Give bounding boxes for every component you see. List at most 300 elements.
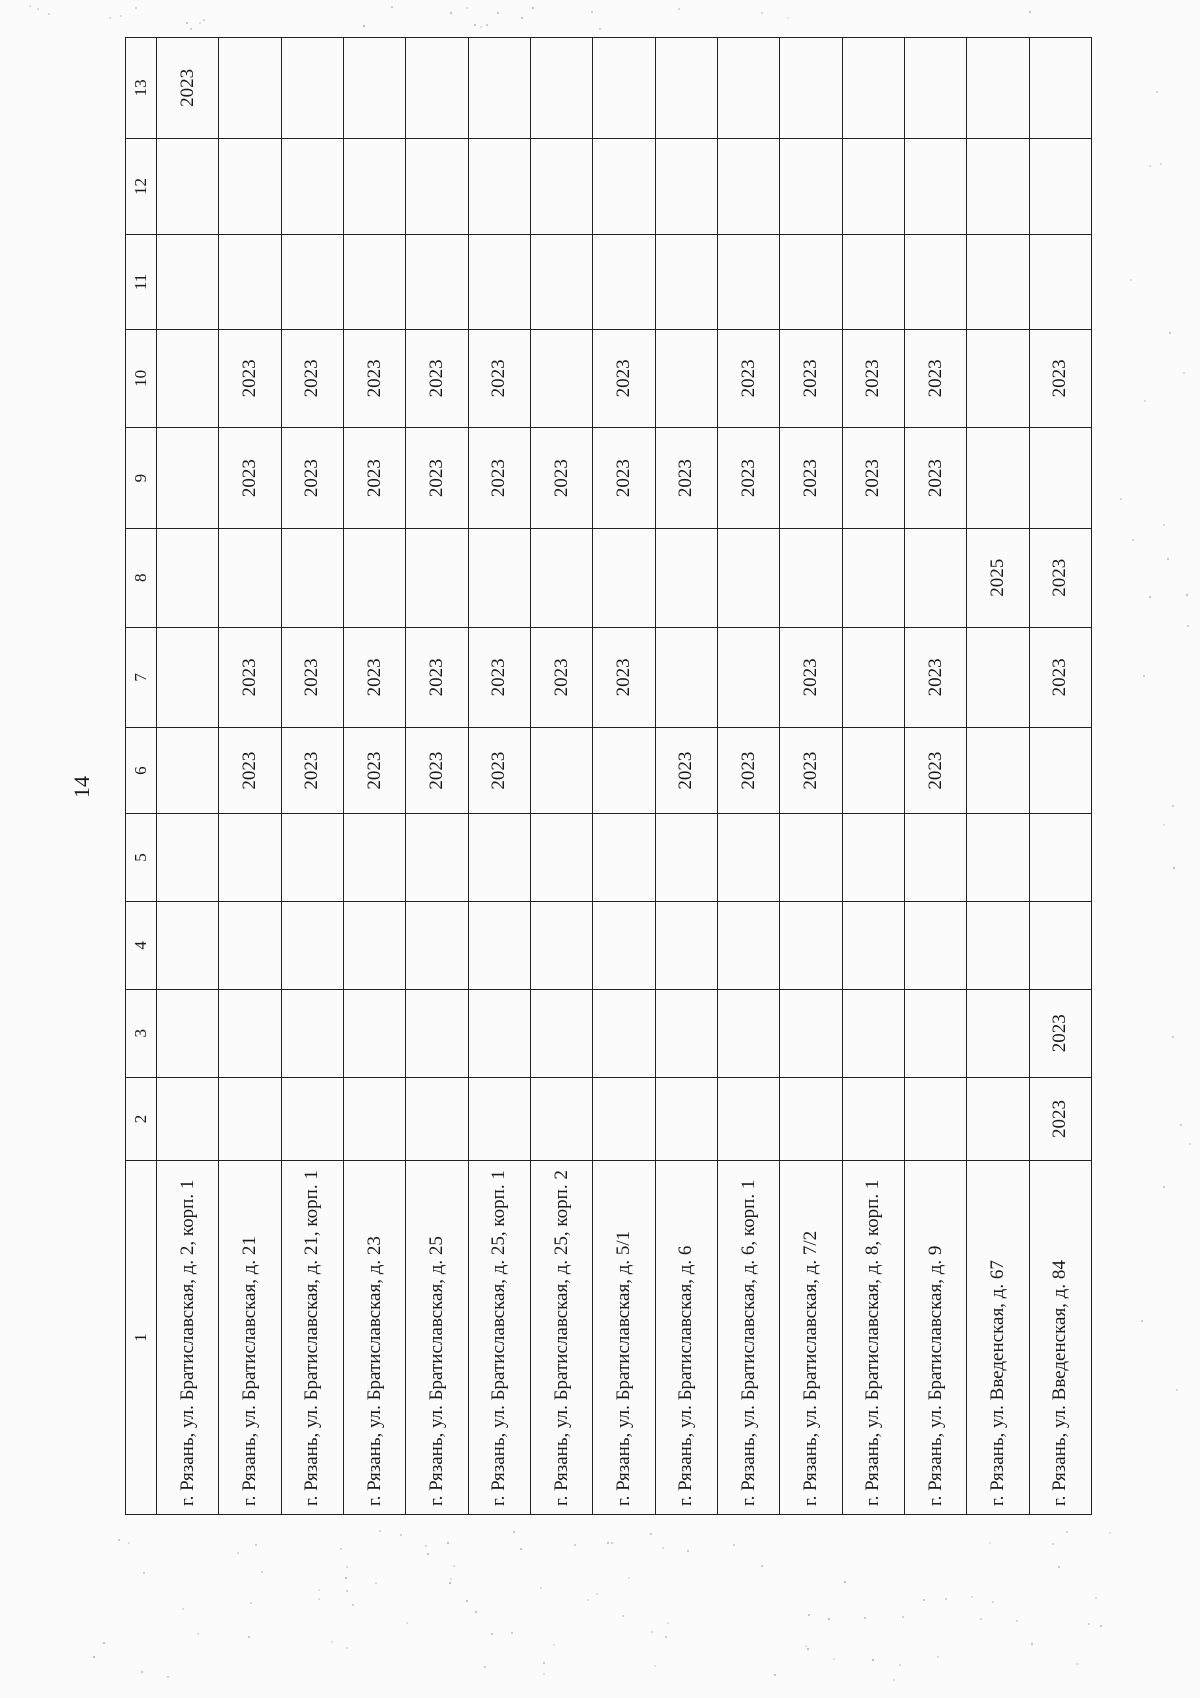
year-cell: [967, 329, 1029, 428]
year-cell: [717, 138, 779, 234]
address-cell: г. Рязань, ул. Братиславская, д. 21: [219, 1161, 281, 1515]
year-cell: [967, 728, 1029, 814]
address-cell: г. Рязань, ул. Введенская, д. 67: [967, 1161, 1029, 1515]
table-row: [842, 38, 904, 1515]
speck: [346, 1590, 348, 1592]
speck: [1189, 1143, 1191, 1145]
year-cell: [655, 989, 717, 1077]
year-cell: [780, 528, 842, 627]
speck: [1031, 1643, 1033, 1645]
speck: [587, 1599, 589, 1601]
speck: [1149, 165, 1151, 167]
year-cell: 2023: [219, 728, 281, 814]
year-cell: [1029, 38, 1091, 139]
address-cell: г. Рязань, ул. Братиславская, д. 21, корп. 1: [281, 1161, 343, 1515]
year-cell: [281, 528, 343, 627]
year-cell: [406, 38, 468, 139]
speck: [808, 1614, 810, 1616]
column-header: 1: [126, 1161, 157, 1515]
year-cell: [219, 989, 281, 1077]
year-cell: [904, 901, 966, 989]
table-row: [780, 38, 842, 1515]
year-cell: [842, 528, 904, 627]
year-cell: [406, 138, 468, 234]
year-cell: [530, 728, 592, 814]
speck: [1163, 1186, 1165, 1188]
year-cell: [281, 38, 343, 139]
speck: [828, 1618, 830, 1620]
address-cell: г. Рязань, ул. Братиславская, д. 23: [343, 1161, 405, 1515]
address-cell: г. Рязань, ул. Братиславская, д. 8, корп. 1: [842, 1161, 904, 1515]
year-cell: 2023: [157, 38, 219, 139]
speck: [945, 1598, 947, 1600]
year-cell: [219, 1077, 281, 1161]
year-cell: [157, 235, 219, 329]
speck: [400, 1534, 402, 1536]
speck: [1066, 1531, 1068, 1533]
speck: [1156, 91, 1158, 93]
year-cell: [1029, 901, 1091, 989]
speck: [120, 15, 122, 17]
year-cell: [219, 138, 281, 234]
speck: [475, 1611, 477, 1613]
year-cell: [1029, 728, 1091, 814]
table-row: [157, 38, 219, 1515]
speck: [532, 7, 534, 9]
table-row: [219, 38, 281, 1515]
year-cell: [655, 235, 717, 329]
speck: [331, 1641, 333, 1643]
page-number: 14: [69, 776, 94, 798]
year-cell: [780, 901, 842, 989]
year-cell: 2023: [1029, 627, 1091, 728]
speck: [346, 1566, 348, 1568]
speck: [1016, 1620, 1018, 1622]
speck: [1100, 1625, 1102, 1627]
speck: [450, 12, 452, 14]
year-cell: [593, 235, 655, 329]
year-cell: [780, 989, 842, 1077]
speck: [607, 1542, 609, 1544]
year-cell: [1029, 235, 1091, 329]
address-cell: г. Рязань, ул. Братиславская, д. 6: [655, 1161, 717, 1515]
year-cell: [967, 138, 1029, 234]
year-cell: [1029, 814, 1091, 902]
speck: [1095, 1597, 1097, 1599]
year-cell: [780, 235, 842, 329]
speck: [543, 1662, 545, 1664]
year-cell: [967, 627, 1029, 728]
speck: [1029, 11, 1031, 13]
speck: [733, 1544, 735, 1546]
speck: [667, 1622, 669, 1624]
table-row: [406, 38, 468, 1515]
year-cell: 2023: [780, 428, 842, 529]
speck: [1130, 279, 1132, 281]
year-cell: [157, 814, 219, 902]
speck: [1149, 596, 1151, 598]
column-header: 8: [126, 528, 157, 627]
speck: [650, 1533, 652, 1535]
year-cell: 2023: [468, 428, 530, 529]
year-cell: [593, 814, 655, 902]
year-cell: [530, 989, 592, 1077]
year-cell: [717, 627, 779, 728]
speck: [318, 1598, 320, 1600]
speck: [491, 1633, 493, 1635]
speck: [980, 1618, 982, 1620]
year-cell: [655, 901, 717, 989]
year-cell: [406, 901, 468, 989]
speck: [902, 1616, 904, 1618]
year-cell: [904, 528, 966, 627]
speck: [352, 1604, 354, 1606]
year-cell: [219, 901, 281, 989]
year-cell: [530, 1077, 592, 1161]
speck: [971, 1596, 973, 1598]
year-cell: [343, 138, 405, 234]
year-cell: 2023: [780, 728, 842, 814]
year-cell: [842, 627, 904, 728]
column-header: 2: [126, 1077, 157, 1161]
year-cell: [593, 38, 655, 139]
year-cell: [530, 235, 592, 329]
year-cell: [904, 814, 966, 902]
speck: [511, 1632, 513, 1634]
speck: [363, 25, 365, 27]
year-cell: [842, 1077, 904, 1161]
speck: [48, 13, 50, 15]
year-cell: [157, 428, 219, 529]
year-cell: [967, 1077, 1029, 1161]
year-cell: 2023: [281, 329, 343, 428]
year-cell: [842, 728, 904, 814]
speck: [1163, 524, 1165, 526]
year-cell: 2023: [530, 627, 592, 728]
year-cell: [967, 235, 1029, 329]
speck: [591, 11, 593, 13]
speck: [93, 1656, 95, 1658]
year-cell: [842, 235, 904, 329]
year-cell: [530, 528, 592, 627]
speck: [29, 5, 31, 7]
year-cell: [842, 814, 904, 902]
speck: [346, 1647, 348, 1649]
speck: [237, 1552, 239, 1554]
year-cell: [717, 1077, 779, 1161]
year-cell: [281, 1077, 343, 1161]
year-cell: 2023: [281, 428, 343, 529]
table-row: [593, 38, 655, 1515]
address-cell: г. Рязань, ул. Введенская, д. 84: [1029, 1161, 1091, 1515]
speck: [553, 1644, 555, 1646]
year-cell: 2023: [219, 428, 281, 529]
speck: [1120, 498, 1122, 500]
year-cell: [406, 1077, 468, 1161]
table-body: [126, 38, 1092, 1515]
year-cell: 2023: [1029, 329, 1091, 428]
speck: [1076, 1663, 1078, 1665]
year-cell: [904, 989, 966, 1077]
year-cell: [468, 814, 530, 902]
table-row: [1029, 38, 1091, 1515]
year-cell: [468, 528, 530, 627]
year-cell: 2025: [967, 528, 1029, 627]
data-table: [125, 37, 1092, 1515]
address-cell: г. Рязань, ул. Братиславская, д. 25, корп. 1: [468, 1161, 530, 1515]
year-cell: [780, 1077, 842, 1161]
year-cell: 2023: [593, 329, 655, 428]
speck: [135, 7, 137, 9]
year-cell: [343, 235, 405, 329]
year-cell: 2023: [343, 329, 405, 428]
speck: [687, 1550, 689, 1552]
speck: [1176, 1389, 1178, 1391]
year-cell: 2023: [406, 728, 468, 814]
year-cell: [281, 814, 343, 902]
speck: [833, 1658, 835, 1660]
speck: [520, 1548, 522, 1550]
year-cell: 2023: [904, 728, 966, 814]
year-cell: [904, 38, 966, 139]
speck: [992, 1601, 994, 1603]
table-row: [343, 38, 405, 1515]
speck: [406, 1622, 408, 1624]
year-cell: [157, 728, 219, 814]
speck: [1052, 1543, 1054, 1545]
year-cell: [406, 235, 468, 329]
year-cell: [343, 38, 405, 139]
column-header: 7: [126, 627, 157, 728]
speck: [427, 1553, 429, 1555]
year-cell: [655, 329, 717, 428]
year-cell: [157, 329, 219, 428]
speck: [543, 1673, 545, 1675]
speck: [497, 12, 499, 14]
speck: [1173, 867, 1175, 869]
speck: [1187, 625, 1189, 627]
year-cell: [842, 138, 904, 234]
year-cell: [967, 901, 1029, 989]
speck: [1058, 1566, 1060, 1568]
year-cell: [780, 138, 842, 234]
speck: [109, 17, 111, 19]
speck: [261, 1571, 263, 1573]
speck: [761, 12, 763, 14]
speck: [1141, 1320, 1143, 1322]
year-cell: 2023: [1029, 1077, 1091, 1161]
year-cell: [530, 901, 592, 989]
year-cell: 2023: [343, 627, 405, 728]
speck: [599, 28, 601, 30]
speck: [937, 1656, 939, 1658]
rotated-table-frame: [125, 37, 1092, 1515]
year-cell: [842, 901, 904, 989]
speck: [844, 1581, 846, 1583]
year-cell: [655, 528, 717, 627]
speck: [1172, 1036, 1174, 1038]
year-cell: [780, 38, 842, 139]
column-header: 11: [126, 235, 157, 329]
speck: [807, 1648, 809, 1650]
year-cell: [343, 814, 405, 902]
speck: [540, 1587, 542, 1589]
speck: [425, 1545, 427, 1547]
speck: [665, 1636, 667, 1638]
year-cell: [281, 989, 343, 1077]
speck: [678, 8, 680, 10]
speck: [1163, 824, 1165, 826]
year-cell: [468, 989, 530, 1077]
year-cell: [717, 235, 779, 329]
speck: [1183, 372, 1185, 374]
year-cell: [219, 38, 281, 139]
column-header: 6: [126, 728, 157, 814]
speck: [1167, 558, 1169, 560]
table-row: [967, 38, 1029, 1515]
year-cell: 2023: [593, 428, 655, 529]
year-cell: [281, 138, 343, 234]
speck: [761, 1565, 763, 1567]
year-cell: [904, 1077, 966, 1161]
address-cell: г. Рязань, ул. Братиславская, д. 25: [406, 1161, 468, 1515]
speck: [596, 1593, 598, 1595]
speck: [1088, 1623, 1090, 1625]
year-cell: [468, 235, 530, 329]
speck: [480, 26, 482, 28]
year-cell: [281, 235, 343, 329]
year-cell: 2023: [406, 428, 468, 529]
year-cell: [842, 38, 904, 139]
column-header: 12: [126, 138, 157, 234]
speck: [662, 1547, 664, 1549]
speck: [1109, 1532, 1111, 1534]
year-cell: 2023: [343, 728, 405, 814]
year-cell: 2023: [904, 627, 966, 728]
year-cell: [343, 989, 405, 1077]
speck: [1186, 594, 1188, 596]
speck: [203, 19, 205, 21]
year-cell: [530, 38, 592, 139]
year-cell: 2023: [593, 627, 655, 728]
year-cell: [593, 901, 655, 989]
year-cell: 2023: [281, 627, 343, 728]
speck: [190, 28, 192, 30]
year-cell: [717, 901, 779, 989]
year-cell: 2023: [406, 329, 468, 428]
speck: [143, 1572, 145, 1574]
speck: [1160, 163, 1162, 165]
year-cell: [1029, 428, 1091, 529]
speck: [1169, 332, 1171, 334]
year-cell: 2023: [219, 627, 281, 728]
speck: [864, 1617, 866, 1619]
year-cell: [717, 814, 779, 902]
speck: [611, 1542, 613, 1544]
year-cell: 2023: [655, 728, 717, 814]
year-cell: [717, 989, 779, 1077]
speck: [340, 1548, 342, 1550]
speck: [1144, 400, 1146, 402]
year-cell: [157, 528, 219, 627]
speck: [197, 1633, 199, 1635]
speck: [474, 24, 476, 26]
year-cell: [593, 1077, 655, 1161]
year-cell: [967, 989, 1029, 1077]
speck: [37, 8, 39, 10]
speck: [1180, 1124, 1182, 1126]
column-header: 9: [126, 428, 157, 529]
year-cell: [655, 138, 717, 234]
year-cell: [219, 814, 281, 902]
speck: [375, 1582, 377, 1584]
year-cell: [780, 814, 842, 902]
speck: [250, 1602, 252, 1604]
table-row: [468, 38, 530, 1515]
speck: [318, 1589, 320, 1591]
table-row: [530, 38, 592, 1515]
speck: [167, 1676, 169, 1678]
year-cell: [593, 138, 655, 234]
speck: [447, 1542, 449, 1544]
year-cell: 2023: [1029, 989, 1091, 1077]
column-header: 3: [126, 989, 157, 1077]
year-cell: 2023: [406, 627, 468, 728]
year-cell: [967, 814, 1029, 902]
year-cell: [468, 138, 530, 234]
speck: [466, 7, 468, 9]
column-header: 5: [126, 814, 157, 902]
speck: [622, 1615, 624, 1617]
year-cell: 2023: [904, 428, 966, 529]
year-cell: [406, 989, 468, 1077]
table-row: [717, 38, 779, 1515]
year-cell: [530, 814, 592, 902]
speck: [453, 1565, 455, 1567]
speck: [199, 22, 201, 24]
year-cell: 2023: [780, 329, 842, 428]
speck: [450, 1578, 452, 1580]
year-cell: [157, 1077, 219, 1161]
year-cell: [842, 989, 904, 1077]
column-header: 13: [126, 38, 157, 139]
year-cell: [593, 728, 655, 814]
speck: [255, 1544, 257, 1546]
year-cell: [343, 1077, 405, 1161]
address-cell: г. Рязань, ул. Братиславская, д. 5/1: [593, 1161, 655, 1515]
speck: [651, 1631, 653, 1633]
year-cell: [157, 138, 219, 234]
year-cell: 2023: [468, 728, 530, 814]
speck: [628, 1577, 630, 1579]
speck: [182, 1608, 184, 1610]
speck: [654, 1665, 656, 1667]
year-cell: [343, 528, 405, 627]
year-cell: 2023: [530, 428, 592, 529]
year-cell: [1029, 138, 1091, 234]
table-row: [904, 38, 966, 1515]
address-cell: г. Рязань, ул. Братиславская, д. 2, корп. 1: [157, 1161, 219, 1515]
speck: [449, 1582, 451, 1584]
speck: [774, 1674, 776, 1676]
column-header: 4: [126, 901, 157, 989]
address-cell: г. Рязань, ул. Братиславская, д. 9: [904, 1161, 966, 1515]
speck: [486, 24, 488, 26]
speck: [128, 1542, 130, 1544]
year-cell: [904, 235, 966, 329]
year-cell: [967, 38, 1029, 139]
speck: [893, 1679, 895, 1681]
